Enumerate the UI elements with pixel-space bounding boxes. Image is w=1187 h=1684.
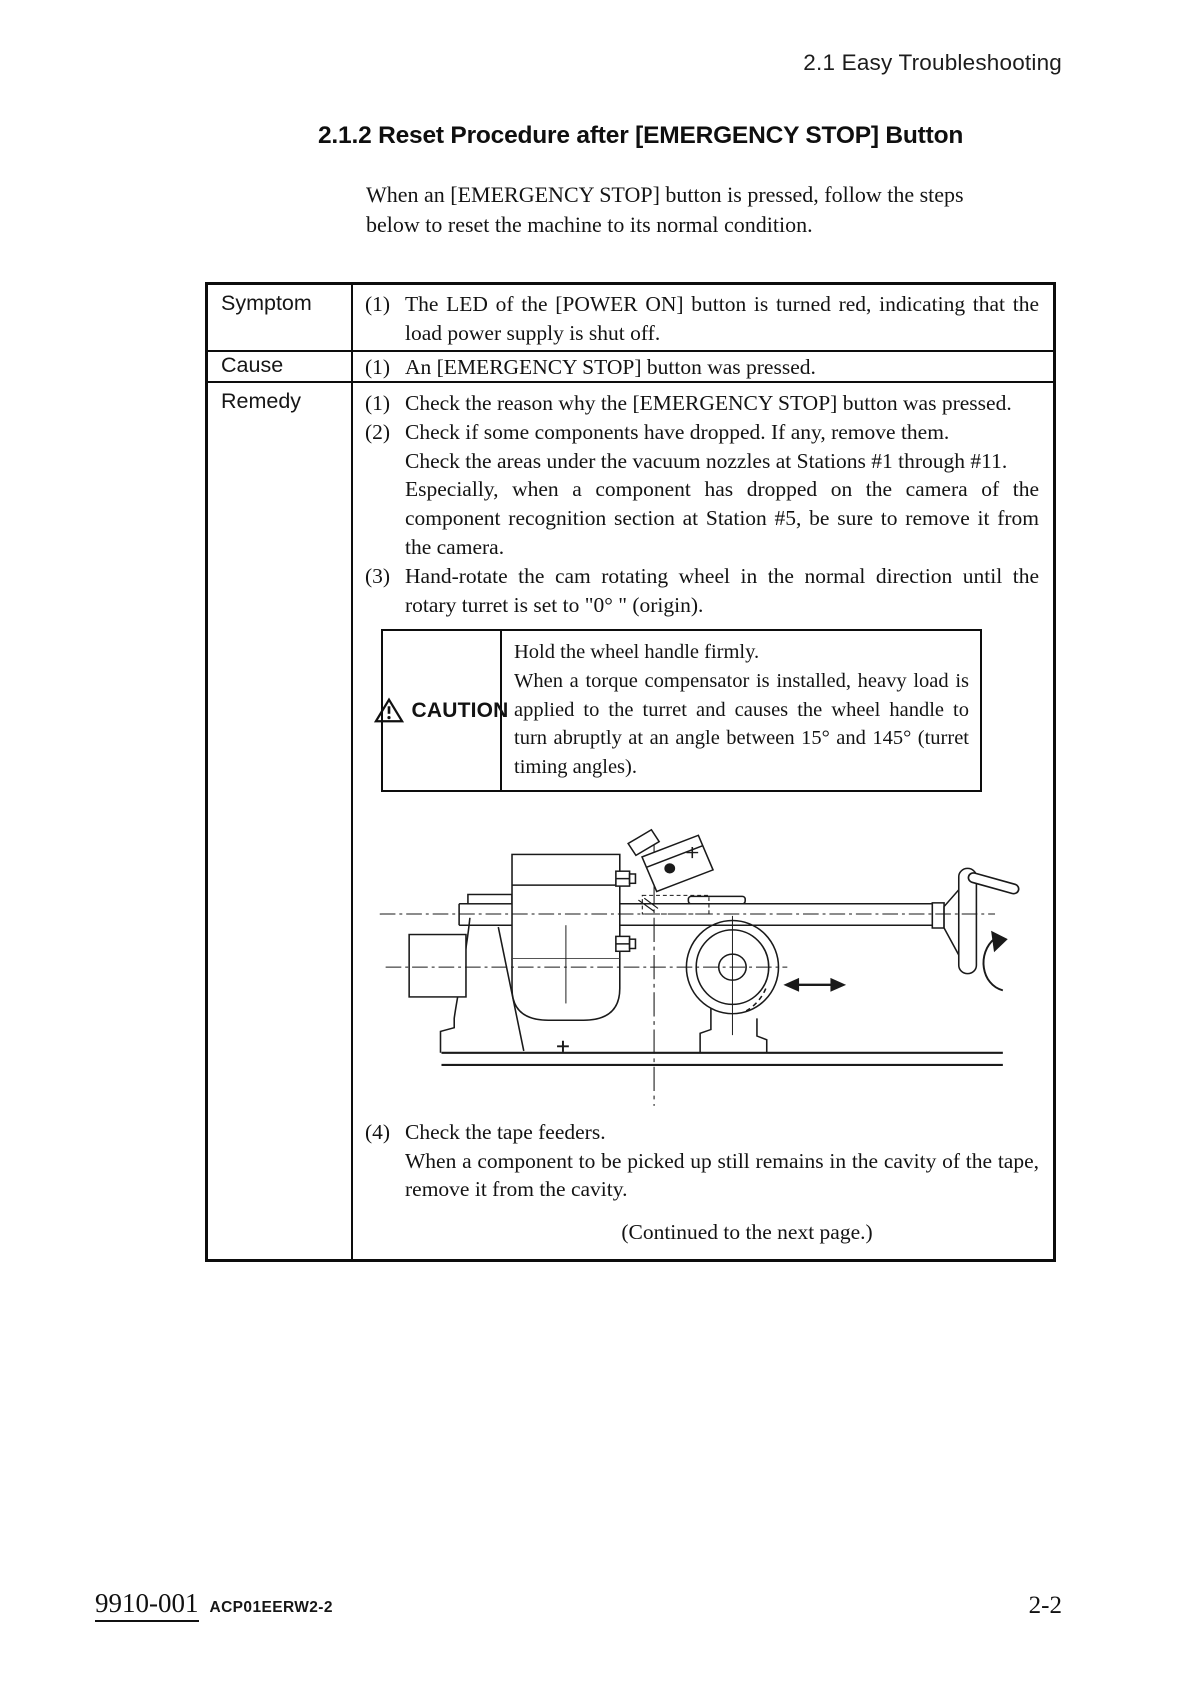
item-number: (4)	[365, 1119, 391, 1144]
hand-wheel-rotation-diagram	[368, 806, 1039, 1118]
footer	[95, 1588, 333, 1622]
caution-line: Hold the wheel handle firmly.	[514, 641, 760, 664]
caution-box	[381, 629, 982, 791]
item-number: (3)	[365, 563, 391, 588]
running-header: 2.1 Easy Troubleshooting	[803, 50, 1062, 75]
item-number: (2)	[365, 419, 391, 444]
cause-item	[365, 353, 1039, 381]
continued-note: (Continued to the next page.)	[621, 1220, 873, 1245]
document-number: 9910-001	[95, 1588, 199, 1622]
troubleshooting-table	[205, 282, 1056, 1262]
item-number: (1)	[365, 355, 391, 379]
remedy-step-4-detail: When a component to be picked up still remains in the cavity of the tape, remove it from the cavity.	[405, 1148, 1039, 1202]
item-text: An [EMERGENCY STOP] button was pressed.	[405, 355, 816, 379]
remedy-step-2-detail: Especially, when a component has dropped on the camera of the component recognition section at Station #5, be sure to remove it from the camera.	[405, 477, 1039, 559]
remedy-label: Remedy	[208, 381, 353, 1259]
item-number: (1)	[365, 292, 391, 316]
remedy-step-2-detail: Check the areas under the vacuum nozzles at Stations #1 through #11.	[405, 448, 1008, 473]
caution-label-cell	[383, 631, 509, 789]
document-code: ACP01EERW2-2	[209, 1599, 333, 1616]
caution-text-cell	[502, 631, 980, 789]
remedy-content	[353, 381, 1053, 1259]
item-number: (1)	[365, 391, 391, 415]
page-number: 2-2	[1028, 1592, 1062, 1619]
symptom-item	[365, 290, 1039, 348]
item-text: Check the tape feeders.	[405, 1119, 606, 1144]
remedy-step-4	[365, 1118, 1039, 1147]
section-title: 2.1.2 Reset Procedure after [EMERGENCY STOP] Button	[318, 122, 964, 149]
caution-word: CAUTION	[411, 698, 509, 722]
remedy-step-1	[365, 389, 1039, 418]
symptom-content	[353, 285, 1053, 350]
cause-label: Cause	[208, 350, 353, 381]
remedy-step-3	[365, 562, 1039, 620]
item-text: Check if some components have dropped. If any, remove them.	[405, 419, 950, 444]
caution-triangle-icon	[374, 697, 404, 724]
remedy-step-2	[365, 418, 1039, 447]
caution-line: When a torque compensator is installed, heavy load is applied to the turret and causes the wheel handle to turn abruptly at an angle between 15° and 145° (turret timing angles).	[514, 670, 969, 779]
item-text: Hand-rotate the cam rotating wheel in the normal direction until the rotary turret is set to "0° " (origin).	[405, 563, 1039, 617]
item-text: Check the reason why the [EMERGENCY STOP] button was pressed.	[405, 391, 1012, 415]
symptom-label: Symptom	[208, 285, 353, 350]
cause-content	[353, 350, 1053, 381]
item-text: The LED of the [POWER ON] button is turned red, indicating that the load power supply is shut off.	[405, 292, 1039, 345]
intro-paragraph: When an [EMERGENCY STOP] button is pressed, follow the steps below to reset the machine to its normal condition.	[366, 182, 964, 237]
